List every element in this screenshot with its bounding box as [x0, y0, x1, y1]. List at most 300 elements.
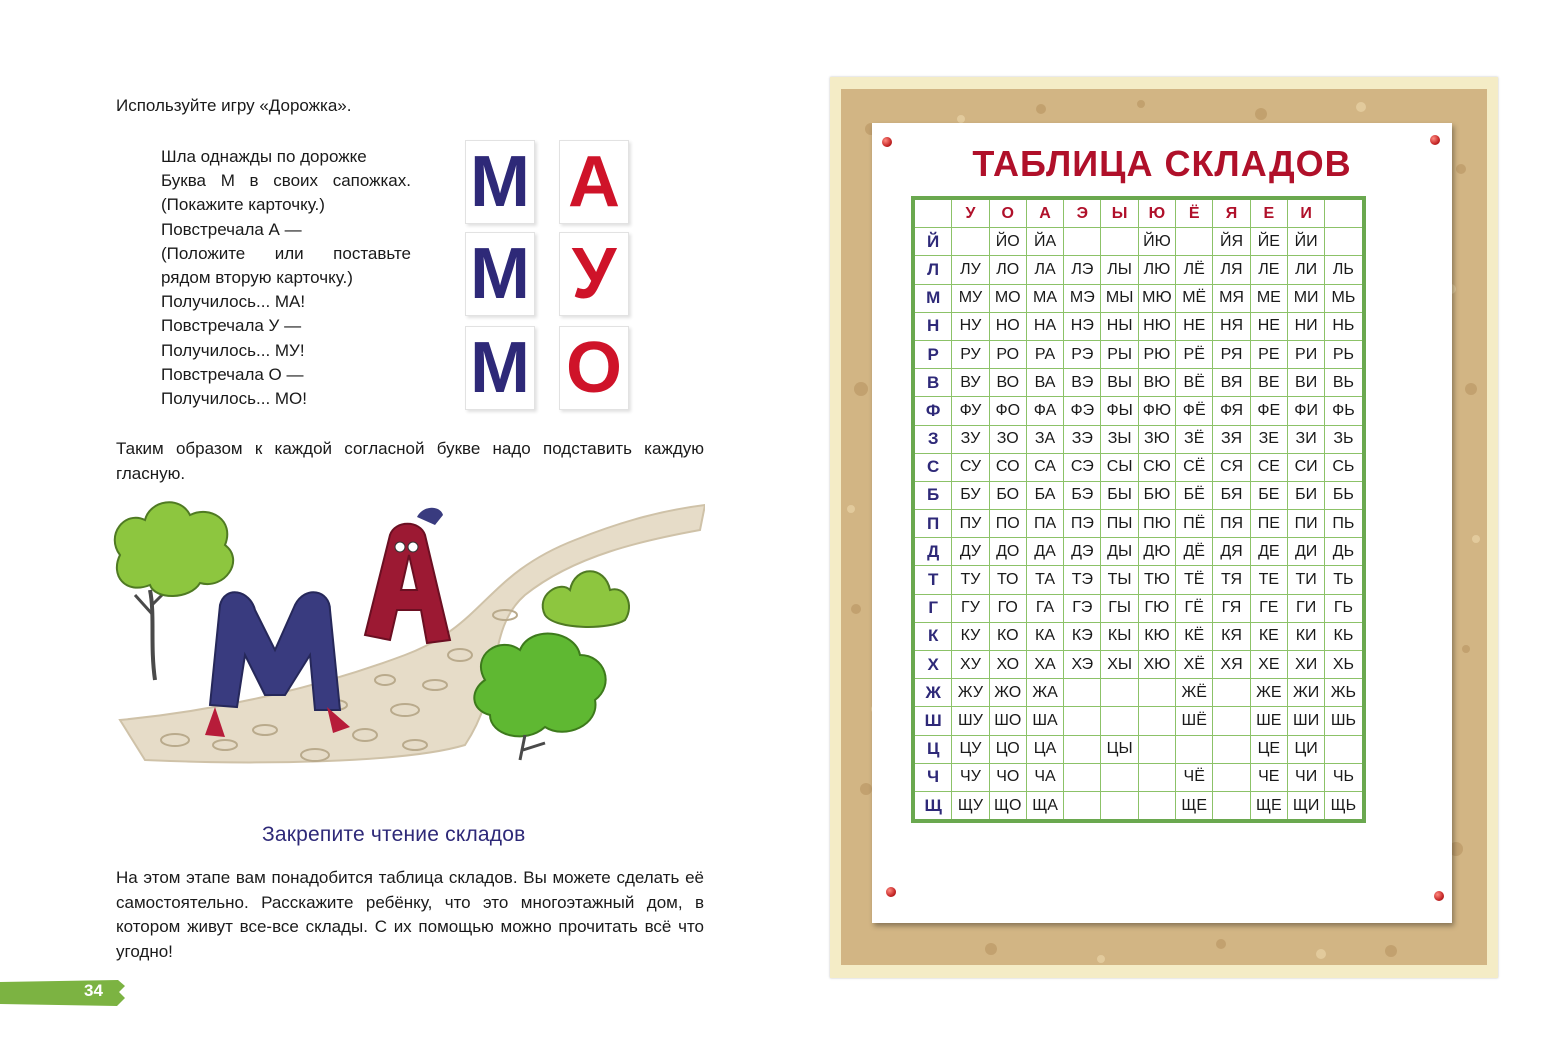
syllable-cell: ШУ — [952, 707, 989, 735]
syllable-cell: ЗЭ — [1064, 425, 1101, 453]
syllable-cell — [1213, 735, 1250, 763]
subheading: Закрепите чтение складов — [262, 823, 526, 846]
syllable-cell: РЕ — [1250, 340, 1287, 368]
syllable-cell: СА — [1026, 453, 1063, 481]
table-row — [913, 369, 1364, 397]
syllable-cell: БЮ — [1138, 481, 1175, 509]
poem-line: Повстречала А — — [161, 219, 302, 239]
syllable-cell: ПЬ — [1325, 510, 1364, 538]
syllable-cell: ЗА — [1026, 425, 1063, 453]
syllable-cell: ТЬ — [1325, 566, 1364, 594]
syllable-cell — [1101, 763, 1138, 791]
syllable-cell: РЫ — [1101, 340, 1138, 368]
syllable-cell: РЁ — [1176, 340, 1213, 368]
vowel-header-cell: Ю — [1138, 198, 1175, 228]
syllable-cell: ЗЮ — [1138, 425, 1175, 453]
syllable-cell: КЯ — [1213, 622, 1250, 650]
syllable-cell: МЭ — [1064, 284, 1101, 312]
table-row — [913, 735, 1364, 763]
syllable-cell: ЦУ — [952, 735, 989, 763]
syllable-cell: ЩЬ — [1325, 791, 1364, 821]
paragraph-1: Таким образом к каждой согласной букве надо подставить каждую гласную. — [116, 439, 704, 483]
syllable-cell: КЮ — [1138, 622, 1175, 650]
consonant-cell: П — [913, 510, 952, 538]
syllable-cell: ДЁ — [1176, 538, 1213, 566]
syllable-cell: ГО — [989, 594, 1026, 622]
syllable-cell: ФЫ — [1101, 397, 1138, 425]
syllable-cell: ПЕ — [1250, 510, 1287, 538]
syllable-cell: СЮ — [1138, 453, 1175, 481]
syllable-cell: ДИ — [1287, 538, 1324, 566]
syllable-cell: ГЯ — [1213, 594, 1250, 622]
syllable-cell: КУ — [952, 622, 989, 650]
syllable-cell: ПО — [989, 510, 1026, 538]
pin-icon — [886, 887, 896, 897]
vowel-header-cell: И — [1287, 198, 1324, 228]
syllable-cell: МЬ — [1325, 284, 1364, 312]
syllable-cell: ЙИ — [1287, 228, 1324, 256]
syllable-cell: ХЕ — [1250, 651, 1287, 679]
syllable-cell: ГУ — [952, 594, 989, 622]
syllable-cell: НЯ — [1213, 312, 1250, 340]
syllable-cell: ЗЬ — [1325, 425, 1364, 453]
syllable-cell: ЛЭ — [1064, 256, 1101, 284]
syllable-cell — [1213, 791, 1250, 821]
consonant-cell: Т — [913, 566, 952, 594]
table-row — [913, 228, 1364, 256]
syllable-cell: ЛО — [989, 256, 1026, 284]
table-row — [913, 425, 1364, 453]
syllable-cell — [1213, 707, 1250, 735]
syllable-cell — [1101, 679, 1138, 707]
poem-line: (Положите или поставьте — [161, 243, 411, 263]
card-vowel: У — [559, 232, 629, 316]
card-consonant: М — [465, 140, 535, 224]
syllable-cell: ТЯ — [1213, 566, 1250, 594]
syllable-cell: ФЭ — [1064, 397, 1101, 425]
consonant-cell: Р — [913, 340, 952, 368]
syllable-cell: ЖУ — [952, 679, 989, 707]
table-row — [913, 566, 1364, 594]
table-row — [913, 538, 1364, 566]
syllable-cell: ЛА — [1026, 256, 1063, 284]
syllable-cell: ЩА — [1026, 791, 1063, 821]
letter-a-character — [365, 508, 450, 643]
consonant-cell: Й — [913, 228, 952, 256]
syllable-cell: МО — [989, 284, 1026, 312]
consonant-cell: З — [913, 425, 952, 453]
syllable-cell: ЛЬ — [1325, 256, 1364, 284]
syllable-cell: МУ — [952, 284, 989, 312]
syllable-cell: ЙО — [989, 228, 1026, 256]
paragraph-2: На этом этапе вам понадобится таблица складов. Вы можете сделать её самостоятельно. Расскажите ребёнку, что это многоэтажный дом, в котором живут все-все склады. С их помощью можно прочитать всё что угодно! — [116, 868, 704, 961]
syllable-cell: ТЭ — [1064, 566, 1101, 594]
syllable-cell — [952, 228, 989, 256]
syllable-cell: ФЯ — [1213, 397, 1250, 425]
consonant-cell: Ж — [913, 679, 952, 707]
poem-line: Получилось... МО! — [161, 389, 307, 409]
syllable-cell — [1325, 735, 1364, 763]
syllable-cell: ГЫ — [1101, 594, 1138, 622]
syllable-cell: ТЫ — [1101, 566, 1138, 594]
syllable-cell: НЮ — [1138, 312, 1175, 340]
syllable-cell: ВЫ — [1101, 369, 1138, 397]
syllable-cell: ГЬ — [1325, 594, 1364, 622]
syllable-cell: ВЁ — [1176, 369, 1213, 397]
syllable-cell: СЯ — [1213, 453, 1250, 481]
syllable-cell: МЕ — [1250, 284, 1287, 312]
syllable-cell: ЙА — [1026, 228, 1063, 256]
syllable-cell — [1138, 707, 1175, 735]
card-consonant: М — [465, 326, 535, 410]
syllable-cell: ГИ — [1287, 594, 1324, 622]
syllable-cell: ПЫ — [1101, 510, 1138, 538]
syllable-cell: ХЮ — [1138, 651, 1175, 679]
poem-line: Буква М в своих сапожках. — [161, 171, 411, 191]
syllable-cell: РЬ — [1325, 340, 1364, 368]
poem — [161, 145, 411, 411]
syllable-cell: ДО — [989, 538, 1026, 566]
syllable-cell: СЬ — [1325, 453, 1364, 481]
syllable-cell: СЭ — [1064, 453, 1101, 481]
syllable-cell: СЫ — [1101, 453, 1138, 481]
consonant-cell: Д — [913, 538, 952, 566]
syllable-cell: ДЯ — [1213, 538, 1250, 566]
syllable-cell: ЛЕ — [1250, 256, 1287, 284]
syllable-cell: ЛЫ — [1101, 256, 1138, 284]
syllable-cell: ПИ — [1287, 510, 1324, 538]
table-row — [913, 256, 1364, 284]
poem-line: Шла однажды по дорожке — [161, 147, 367, 166]
vowel-header-cell — [1325, 198, 1364, 228]
syllable-cell: БИ — [1287, 481, 1324, 509]
syllable-cell: ШЕ — [1250, 707, 1287, 735]
syllable-cell: ФЁ — [1176, 397, 1213, 425]
syllable-cell: ЗИ — [1287, 425, 1324, 453]
syllable-cell: ДЬ — [1325, 538, 1364, 566]
syllable-cell — [1064, 735, 1101, 763]
syllable-cell: ЩЕ — [1250, 791, 1287, 821]
syllable-cell: КЕ — [1250, 622, 1287, 650]
syllable-cell: КЭ — [1064, 622, 1101, 650]
syllable-cell: ТИ — [1287, 566, 1324, 594]
syllable-cell: РЯ — [1213, 340, 1250, 368]
vowel-header-cell: Е — [1250, 198, 1287, 228]
syllable-cell: БЯ — [1213, 481, 1250, 509]
intro-text: Используйте игру «Дорожка». — [116, 96, 352, 115]
syllable-cell: БЬ — [1325, 481, 1364, 509]
table-row — [913, 707, 1364, 735]
path-illustration — [105, 495, 705, 770]
syllable-cell: ЖО — [989, 679, 1026, 707]
table-row — [913, 284, 1364, 312]
page-number-tab — [0, 980, 125, 1006]
syllable-cell: ХЭ — [1064, 651, 1101, 679]
syllable-cell: ЧЬ — [1325, 763, 1364, 791]
consonant-cell: К — [913, 622, 952, 650]
syllable-cell: ЩИ — [1287, 791, 1324, 821]
consonant-cell: С — [913, 453, 952, 481]
syllable-cell: ВЕ — [1250, 369, 1287, 397]
poster-title: ТАБЛИЦА СКЛАДОВ — [972, 143, 1352, 184]
syllable-cell: РА — [1026, 340, 1063, 368]
syllable-cell: ЗЁ — [1176, 425, 1213, 453]
syllable-cell — [1064, 228, 1101, 256]
syllable-cell: СУ — [952, 453, 989, 481]
syllable-cell: СЁ — [1176, 453, 1213, 481]
syllable-cell: КЁ — [1176, 622, 1213, 650]
syllable-cell: БЭ — [1064, 481, 1101, 509]
syllable-cell: НО — [989, 312, 1026, 340]
syllable-cell — [1064, 791, 1101, 821]
poem-line: Получилось... МА! — [161, 292, 306, 312]
syllable-cell: ХА — [1026, 651, 1063, 679]
syllable-cell: ВЬ — [1325, 369, 1364, 397]
syllable-cell — [1101, 791, 1138, 821]
syllable-cell: ЦЫ — [1101, 735, 1138, 763]
syllable-cell: ЛУ — [952, 256, 989, 284]
syllable-cell — [1213, 679, 1250, 707]
consonant-cell: Г — [913, 594, 952, 622]
pin-icon — [1434, 891, 1444, 901]
syllable-cell: ДЮ — [1138, 538, 1175, 566]
syllable-cell: ВЯ — [1213, 369, 1250, 397]
syllable-cell: ХЯ — [1213, 651, 1250, 679]
syllable-cell — [1138, 679, 1175, 707]
syllable-cell: ЦЕ — [1250, 735, 1287, 763]
syllable-cell: ЗЕ — [1250, 425, 1287, 453]
syllable-cell — [1101, 707, 1138, 735]
syllable-cell: ШЬ — [1325, 707, 1364, 735]
vowel-header-cell: А — [1026, 198, 1063, 228]
card-consonant: М — [465, 232, 535, 316]
poem-line: Повстречала У — — [161, 316, 302, 336]
poem-line: Получилось... МУ! — [161, 340, 305, 360]
syllable-cell: ТЁ — [1176, 566, 1213, 594]
syllable-cell: ХЫ — [1101, 651, 1138, 679]
syllable-cell: РЮ — [1138, 340, 1175, 368]
table-row — [913, 312, 1364, 340]
syllable-cell: ЖЁ — [1176, 679, 1213, 707]
syllable-cell: ШО — [989, 707, 1026, 735]
syllable-cell — [1064, 707, 1101, 735]
syllable-cell: ГЁ — [1176, 594, 1213, 622]
table-row — [913, 651, 1364, 679]
syllable-cell: ФИ — [1287, 397, 1324, 425]
syllable-cell: ЙЮ — [1138, 228, 1175, 256]
syllable-cell: ЛЮ — [1138, 256, 1175, 284]
page-number: 34 — [84, 981, 103, 1000]
syllable-cell: ГА — [1026, 594, 1063, 622]
syllable-cell: ЧО — [989, 763, 1026, 791]
syllable-cell: КЬ — [1325, 622, 1364, 650]
syllable-cell: РИ — [1287, 340, 1324, 368]
syllable-cell: ЛЁ — [1176, 256, 1213, 284]
vowel-header-cell: Ы — [1101, 198, 1138, 228]
syllable-cell: ЗУ — [952, 425, 989, 453]
syllable-cell: ТУ — [952, 566, 989, 594]
syllable-cell: ЩО — [989, 791, 1026, 821]
syllable-cell: ЗЯ — [1213, 425, 1250, 453]
syllable-cell: ДЫ — [1101, 538, 1138, 566]
syllable-cell: СО — [989, 453, 1026, 481]
consonant-cell: Б — [913, 481, 952, 509]
table-row — [913, 622, 1364, 650]
table-header-row — [913, 198, 1364, 228]
vowel-header-cell: Ё — [1176, 198, 1213, 228]
syllable-cell: ГЮ — [1138, 594, 1175, 622]
syllable-cell: НА — [1026, 312, 1063, 340]
syllable-cell: ПА — [1026, 510, 1063, 538]
syllable-cell: ЖЕ — [1250, 679, 1287, 707]
syllable-cell: МЮ — [1138, 284, 1175, 312]
syllable-cell: ВА — [1026, 369, 1063, 397]
syllable-cell: ЧЕ — [1250, 763, 1287, 791]
card-vowel: О — [559, 326, 629, 410]
vowel-header-cell: Я — [1213, 198, 1250, 228]
syllable-cell: ДУ — [952, 538, 989, 566]
syllable-cell: МЯ — [1213, 284, 1250, 312]
syllable-cell: ВУ — [952, 369, 989, 397]
syllable-cell: ША — [1026, 707, 1063, 735]
syllable-cell: ХУ — [952, 651, 989, 679]
syllable-cell — [1176, 735, 1213, 763]
syllable-cell: ЙЕ — [1250, 228, 1287, 256]
letter-cards — [463, 140, 638, 412]
consonant-cell: Л — [913, 256, 952, 284]
syllable-cell: ЗО — [989, 425, 1026, 453]
syllable-cell: ВЮ — [1138, 369, 1175, 397]
consonant-cell: В — [913, 369, 952, 397]
table-row — [913, 679, 1364, 707]
syllable-cell: ЖА — [1026, 679, 1063, 707]
syllable-cell — [1176, 228, 1213, 256]
table-row — [913, 763, 1364, 791]
table-row — [913, 397, 1364, 425]
table-row — [913, 453, 1364, 481]
syllable-cell: НЬ — [1325, 312, 1364, 340]
syllable-cell: ХЬ — [1325, 651, 1364, 679]
syllable-cell: ТО — [989, 566, 1026, 594]
syllable-cell: ЧЁ — [1176, 763, 1213, 791]
syllable-cell: ВЭ — [1064, 369, 1101, 397]
syllable-cell: МА — [1026, 284, 1063, 312]
syllable-cell: БЁ — [1176, 481, 1213, 509]
table-row — [913, 340, 1364, 368]
syllable-cell: ПЭ — [1064, 510, 1101, 538]
vowel-header-cell — [913, 198, 952, 228]
poem-line: рядом вторую карточку.) — [161, 268, 353, 288]
table-row — [913, 510, 1364, 538]
syllable-cell: КИ — [1287, 622, 1324, 650]
table-row — [913, 791, 1364, 821]
syllable-cell: ПЮ — [1138, 510, 1175, 538]
syllable-cell: ГЕ — [1250, 594, 1287, 622]
syllable-cell: ЦА — [1026, 735, 1063, 763]
syllable-cell: ЧУ — [952, 763, 989, 791]
consonant-cell: Н — [913, 312, 952, 340]
syllable-cell: БУ — [952, 481, 989, 509]
syllable-cell — [1101, 228, 1138, 256]
syllable-cell: ПУ — [952, 510, 989, 538]
syllable-cell: ГЭ — [1064, 594, 1101, 622]
poem-line: (Покажите карточку.) — [161, 195, 325, 215]
syllable-cell — [1213, 763, 1250, 791]
syllable-cell: НЕ — [1176, 312, 1213, 340]
syllable-cell: ЙЯ — [1213, 228, 1250, 256]
consonant-cell: Ч — [913, 763, 952, 791]
syllable-cell: ШИ — [1287, 707, 1324, 735]
consonant-cell: М — [913, 284, 952, 312]
syllable-cell: НУ — [952, 312, 989, 340]
syllable-cell: ДЕ — [1250, 538, 1287, 566]
syllable-cell: МЁ — [1176, 284, 1213, 312]
poem-line: Повстречала О — — [161, 364, 304, 384]
syllable-cell: ЦИ — [1287, 735, 1324, 763]
syllable-cell: ШЁ — [1176, 707, 1213, 735]
syllable-cell: ЩЕ — [1176, 791, 1213, 821]
table-row — [913, 594, 1364, 622]
syllable-cell: ФО — [989, 397, 1026, 425]
syllable-cell: РУ — [952, 340, 989, 368]
consonant-cell: Ц — [913, 735, 952, 763]
syllable-cell: ЧА — [1026, 763, 1063, 791]
syllable-cell — [1064, 679, 1101, 707]
syllable-cell — [1064, 763, 1101, 791]
vowel-header-cell: Э — [1064, 198, 1101, 228]
syllable-cell: КЫ — [1101, 622, 1138, 650]
syllable-cell: ВИ — [1287, 369, 1324, 397]
syllable-cell: ФЮ — [1138, 397, 1175, 425]
syllable-cell — [1325, 228, 1364, 256]
syllable-cell: НИ — [1287, 312, 1324, 340]
syllable-cell: ФУ — [952, 397, 989, 425]
syllable-cell: ДЭ — [1064, 538, 1101, 566]
syllable-cell: БО — [989, 481, 1026, 509]
syllable-cell — [1138, 763, 1175, 791]
syllable-cell: ЖЬ — [1325, 679, 1364, 707]
syllable-cell: БЕ — [1250, 481, 1287, 509]
card-vowel: А — [559, 140, 629, 224]
syllable-cell: ПЁ — [1176, 510, 1213, 538]
syllable-cell: БЫ — [1101, 481, 1138, 509]
syllable-cell: МЫ — [1101, 284, 1138, 312]
syllable-cell: НЫ — [1101, 312, 1138, 340]
syllable-cell: ЖИ — [1287, 679, 1324, 707]
syllable-cell: НЭ — [1064, 312, 1101, 340]
syllable-cell: ХИ — [1287, 651, 1324, 679]
syllable-cell — [1138, 735, 1175, 763]
syllable-cell — [1138, 791, 1175, 821]
syllable-cell: ФЬ — [1325, 397, 1364, 425]
syllable-cell: ФА — [1026, 397, 1063, 425]
syllable-cell: БА — [1026, 481, 1063, 509]
consonant-cell: Щ — [913, 791, 952, 821]
consonant-cell: Ф — [913, 397, 952, 425]
syllable-cell: РЭ — [1064, 340, 1101, 368]
syllable-cell: ЩУ — [952, 791, 989, 821]
syllable-cell: ХЁ — [1176, 651, 1213, 679]
syllable-cell: КО — [989, 622, 1026, 650]
syllable-cell: ФЕ — [1250, 397, 1287, 425]
syllable-cell: ТА — [1026, 566, 1063, 594]
syllable-cell: НЕ — [1250, 312, 1287, 340]
syllable-cell: ПЯ — [1213, 510, 1250, 538]
syllable-cell: ДА — [1026, 538, 1063, 566]
consonant-cell: Х — [913, 651, 952, 679]
syllable-cell: ЧИ — [1287, 763, 1324, 791]
vowel-header-cell: У — [952, 198, 989, 228]
